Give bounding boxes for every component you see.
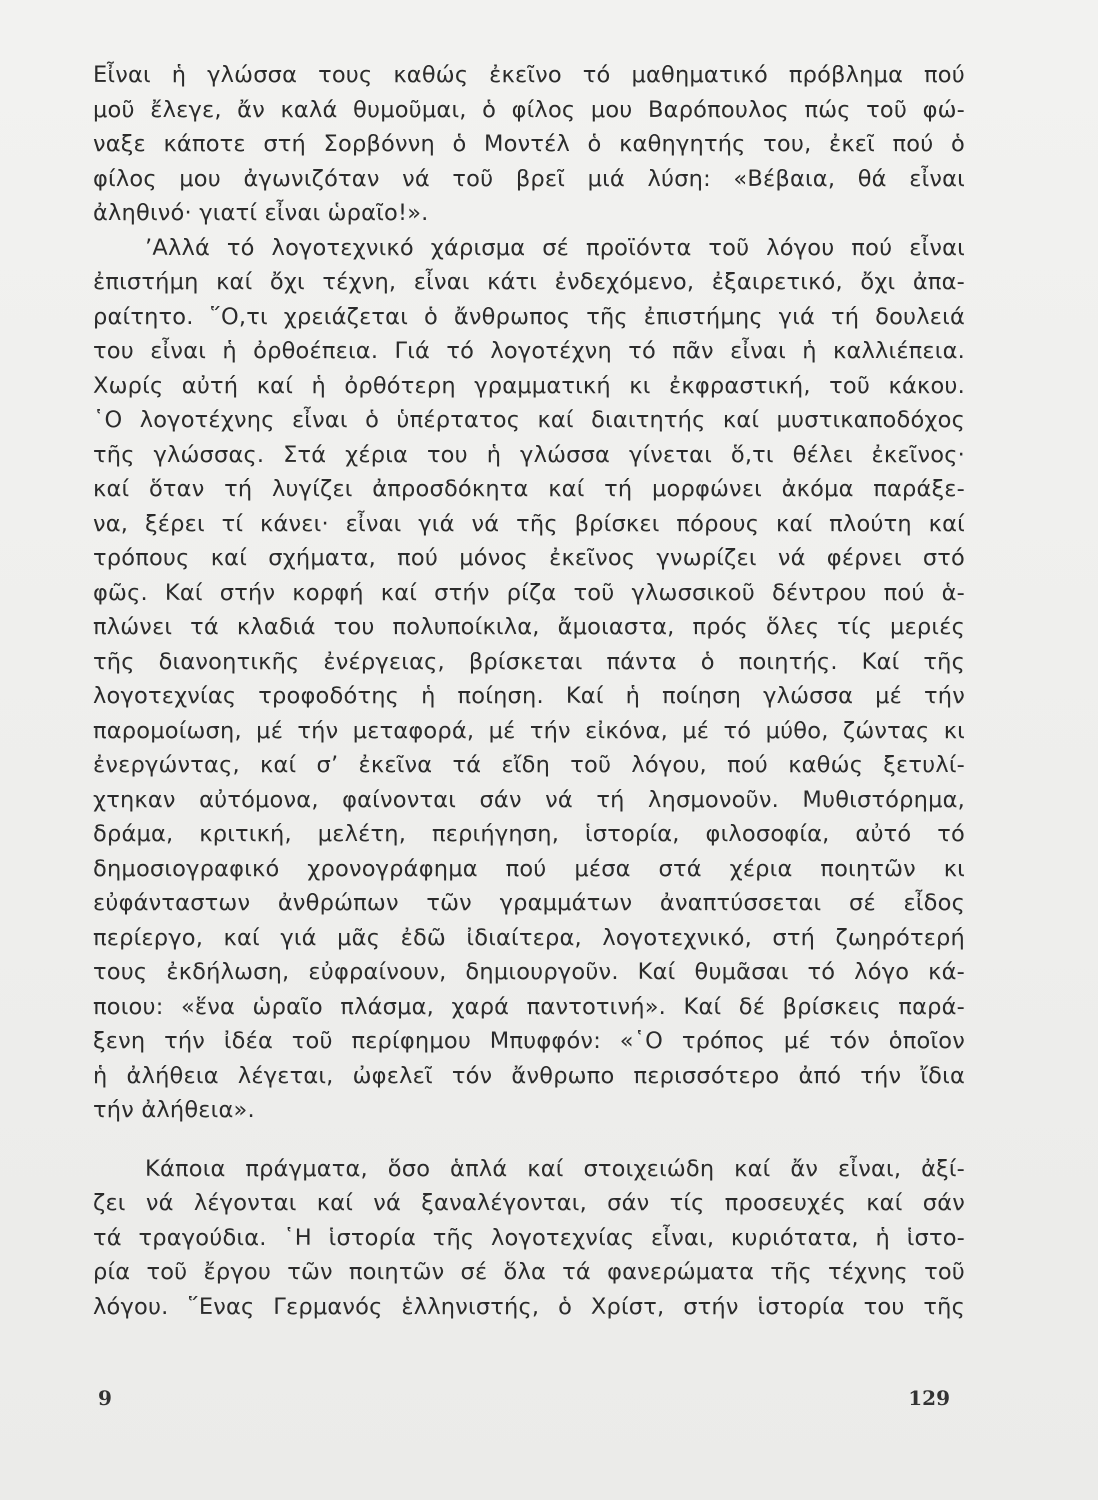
text-line: τους ἐκδήλωση, εὐφραίνουν, δημιουργοῦν. Καί θυμᾶσαι τό λόγο κά-: [93, 959, 965, 985]
text-line: τῆς διανοητικῆς ἐνέργειας, βρίσκεται πάντα ὁ ποιητής. Καί τῆς: [93, 648, 965, 675]
paragraph-2: [93, 231, 965, 1128]
text-line: δημοσιογραφικό χρονογράφημα πού μέσα στά χέρια ποιητῶν κι: [93, 855, 965, 882]
text-line: λόγου. ῞Ενας Γερμανός ἑλληνιστής, ὁ Χρίστ, στήν ἱστορία του τῆς: [93, 1293, 965, 1320]
text-line: Χωρίς αὐτή καί ἡ ὀρθότερη γραμματική κι ἐκφραστική, τοῦ κάκου.: [93, 372, 965, 399]
text-line: καί ὅταν τή λυγίζει ἀπροσδόκητα καί τή μορφώνει ἀκόμα παράξε-: [93, 476, 965, 502]
text-line: τά τραγούδια. ῾Η ἱστορία τῆς λογοτεχνίας εἶναι, κυριότατα, ἡ ἱστο-: [93, 1224, 965, 1251]
page-number: 129: [908, 1386, 950, 1410]
text-line: ρία τοῦ ἔργου τῶν ποιητῶν σέ ὅλα τά φανερώματα τῆς τέχνης τοῦ: [93, 1259, 965, 1285]
text-line: ἐπιστήμη καί ὄχι τέχνη, εἶναι κάτι ἐνδεχόμενο, ἐξαιρετικό, ὄχι ἀπα-: [93, 269, 965, 295]
text-line: τρόπους καί σχήματα, πού μόνος ἐκεῖνος γνωρίζει νά φέρνει στό: [93, 545, 965, 571]
paragraph-3: [93, 1152, 965, 1325]
text-line: πλώνει τά κλαδιά του πολυποίκιλα, ἄμοιαστα, πρός ὅλες τίς μεριές: [93, 614, 965, 640]
body-text: [93, 58, 965, 1324]
text-line: να, ξέρει τί κάνει· εἶναι γιά νά τῆς βρίσκει πόρους καί πλούτη καί: [93, 510, 965, 537]
text-line: λογοτεχνίας τροφοδότης ἡ ποίηση. Καί ἡ ποίηση γλώσσα μέ τήν: [93, 683, 965, 709]
text-line: ποιου: «ἕνα ὡραῖο πλάσμα, χαρά παντοτινή». Καί δέ βρίσκεις παρά-: [93, 993, 965, 1020]
text-line: μοῦ ἔλεγε, ἄν καλά θυμοῦμαι, ὁ φίλος μου Βαρόπουλος πώς τοῦ φώ-: [93, 96, 965, 123]
text-line: χτηκαν αὐτόμονα, φαίνονται σάν νά τή λησμονοῦν. Μυθιστόρημα,: [93, 786, 965, 813]
text-line: ἐνεργώντας, καί σ’ ἐκεῖνα τά εἴδη τοῦ λόγου, πού καθώς ξετυλί-: [93, 752, 965, 778]
text-line: φίλος μου ἀγωνιζόταν νά τοῦ βρεῖ μιά λύση: «Βέβαια, θά εἶναι: [93, 165, 965, 192]
text-line: τῆς γλώσσας. Στά χέρια του ἡ γλώσσα γίνεται ὅ,τι θέλει ἐκεῖνος·: [93, 441, 965, 468]
text-line: ἡ ἀλήθεια λέγεται, ὠφελεῖ τόν ἄνθρωπο περισσότερο ἀπό τήν ἴδια: [93, 1062, 965, 1089]
text-line: ραίτητο. ῞Ο,τι χρειάζεται ὁ ἄνθρωπος τῆς ἐπιστήμης γιά τή δουλειά: [93, 303, 965, 330]
paragraph-gap: [93, 1128, 965, 1152]
text-line: ἀληθινό· γιατί εἶναι ὡραῖο!».: [93, 200, 429, 226]
signature-mark: 9: [98, 1386, 112, 1410]
text-line: ναξε κάποτε στή Σορβόννη ὁ Μοντέλ ὁ καθηγητής του, ἐκεῖ πού ὁ: [93, 131, 965, 157]
text-line: ’Αλλά τό λογοτεχνικό χάρισμα σέ προϊόντα τοῦ λόγου πού εἶναι: [145, 234, 965, 261]
text-line: παρομοίωση, μέ τήν μεταφορά, μέ τήν εἰκόνα, μέ τό μύθο, ζώντας κι: [93, 717, 965, 744]
text-line: ζει νά λέγονται καί νά ξαναλέγονται, σάν τίς προσευχές καί σάν: [93, 1190, 965, 1216]
paragraph-1: [93, 58, 965, 231]
text-line: ξενη τήν ἰδέα τοῦ περίφημου Μπυφφόν: «῾Ο τρόπος μέ τόν ὁποῖον: [93, 1028, 965, 1054]
text-line: Κάποια πράγματα, ὅσο ἁπλά καί στοιχειώδη καί ἄν εἶναι, ἀξί-: [145, 1155, 965, 1182]
text-line: φῶς. Καί στήν κορφή καί στήν ρίζα τοῦ γλωσσικοῦ δέντρου πού ἁ-: [93, 579, 965, 606]
text-line: ῾Ο λογοτέχνης εἶναι ὁ ὑπέρτατος καί διαιτητής καί μυστικαποδόχος: [93, 407, 965, 433]
text-line: δράμα, κριτική, μελέτη, περιήγηση, ἱστορία, φιλοσοφία, αὐτό τό: [93, 821, 965, 847]
text-line: εὐφάνταστων ἀνθρώπων τῶν γραμμάτων ἀναπτύσσεται σέ εἶδος: [93, 890, 965, 916]
text-line: του εἶναι ἡ ὀρθοέπεια. Γιά τό λογοτέχνη τό πᾶν εἶναι ἡ καλλιέπεια.: [93, 338, 965, 364]
text-line: περίεργο, καί γιά μᾶς ἐδῶ ἰδιαίτερα, λογοτεχνικό, στή ζωηρότερή: [93, 924, 965, 951]
text-line: τήν ἀλήθεια».: [93, 1097, 255, 1123]
text-line: Εἶναι ἡ γλώσσα τους καθώς ἐκεῖνο τό μαθηματικό πρόβλημα πού: [93, 62, 965, 88]
